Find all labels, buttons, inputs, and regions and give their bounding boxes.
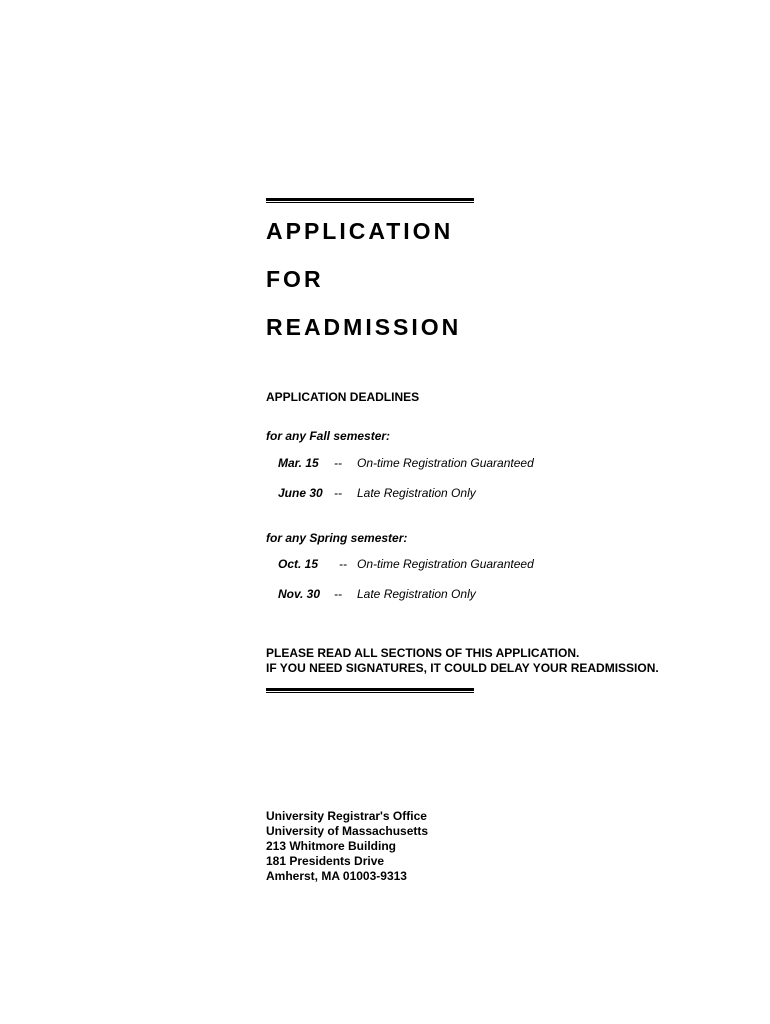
- deadline-description: On-time Registration Guaranteed: [357, 456, 534, 470]
- notice-read-sections: PLEASE READ ALL SECTIONS OF THIS APPLICATION.: [266, 646, 580, 660]
- deadline-date: Nov. 30: [278, 587, 321, 601]
- deadline-separator: --: [339, 557, 347, 571]
- deadline-separator: --: [334, 486, 342, 500]
- top-divider: [266, 198, 474, 203]
- bottom-divider: [266, 688, 474, 693]
- deadline-date: Mar. 15: [278, 456, 319, 470]
- deadline-date: June 30: [278, 486, 323, 500]
- title-line-application: APPLICATION: [266, 218, 454, 244]
- deadline-date: Oct. 15: [278, 557, 319, 571]
- deadline-description: On-time Registration Guaranteed: [357, 557, 534, 571]
- address-line: University of Massachusetts: [266, 824, 429, 838]
- fall-semester-label: for any Fall semester:: [266, 429, 391, 443]
- registrar-address: [266, 809, 428, 884]
- address-line: 181 Presidents Drive: [266, 854, 385, 868]
- title-line-readmission: READMISSION: [266, 314, 462, 340]
- address-line: 213 Whitmore Building: [266, 839, 397, 853]
- address-line: University Registrar's Office: [266, 809, 427, 823]
- deadline-separator: --: [334, 456, 342, 470]
- deadline-description: Late Registration Only: [357, 587, 476, 601]
- notice-signatures: IF YOU NEED SIGNATURES, IT COULD DELAY YOUR READMISSION.: [266, 661, 659, 675]
- deadlines-heading: APPLICATION DEADLINES: [266, 390, 420, 404]
- spring-semester-label: for any Spring semester:: [266, 531, 408, 545]
- deadline-separator: --: [334, 587, 342, 601]
- title-line-for: FOR: [266, 266, 324, 292]
- deadline-description: Late Registration Only: [357, 486, 476, 500]
- address-line: Amherst, MA 01003-9313: [266, 869, 407, 883]
